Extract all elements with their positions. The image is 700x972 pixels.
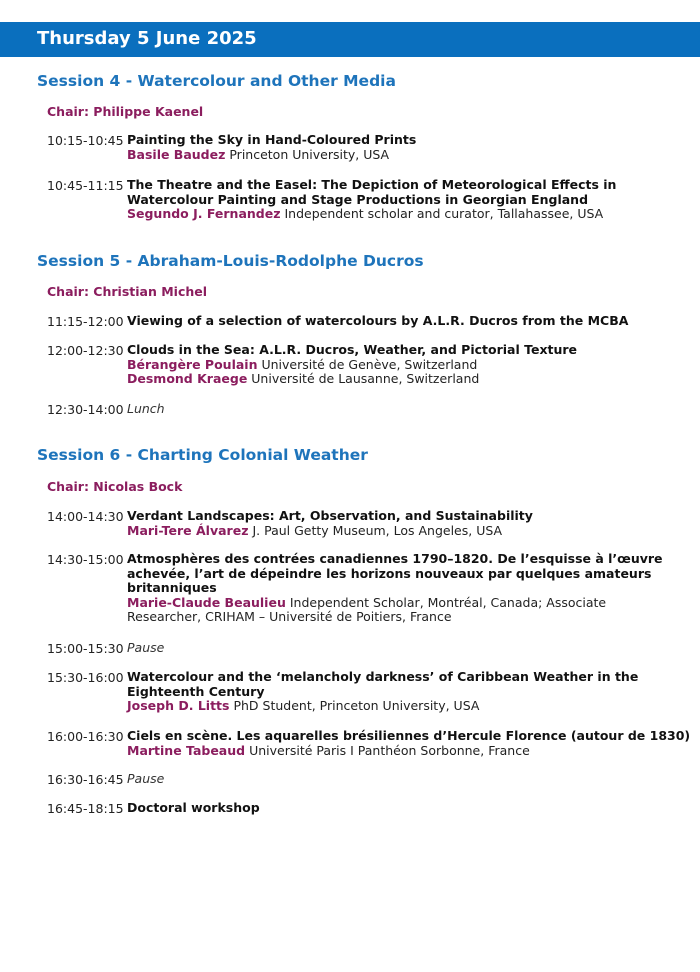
talk-title-line: Eighteenth Century [127,683,265,699]
talk-title: Clouds in the Sea: A.L.R. Ducros, Weather, and Pictorial Texture [127,342,578,357]
speaker-affiliation: Université Paris I Panthéon Sorbonne, France [249,742,530,758]
time-slot: 12:30-14:00 [47,402,124,417]
session-title: Session 5 - Abraham-Louis-Rodolphe Ducros [37,252,424,270]
talk-title-line: achevée, l’art de dépeindre les horizons nouveaux par quelques amateurs [127,565,652,581]
talk-title: Viewing of a selection of watercolours by A.L.R. Ducros from the MCBA [127,313,629,328]
program-entry [127,343,672,387]
speaker-name: Martine Tabeaud [127,742,246,758]
speaker-name: Marie-Claude Beaulieu [127,594,286,610]
program-entry [127,133,672,162]
talk-title: Doctoral workshop [127,800,260,815]
speaker-affiliation: Independent Scholar, Montréal, Canada; Associate [289,594,607,610]
talk-title-line: Watercolour Painting and Stage Productions in Georgian England [127,191,589,207]
time-slot: 14:00-14:30 [47,509,124,524]
program-entry [127,552,672,625]
talk-title-line: Watercolour and the ‘melancholy darkness’ of Caribbean Weather in the [127,669,639,684]
day-header-bar [0,22,700,57]
talk-title-line: britanniques [127,580,217,595]
time-slot: 16:45-18:15 [47,801,124,816]
speaker-affiliation: J. Paul Getty Museum, Los Angeles, USA [252,522,503,538]
program-entry [127,509,672,538]
program-entry [127,772,672,787]
speaker-name: Basile Baudez [127,146,226,162]
program-entry [127,728,691,758]
session-chair: Chair: Philippe Kaenel [47,104,204,119]
break-note: Pause [127,771,165,786]
program-entry [127,314,672,329]
time-slot: 10:15-10:45 [47,133,124,148]
speaker-affiliation: Université de Genève, Switzerland [261,356,478,372]
speaker-affiliation: Researcher, CRIHAM – Université de Poitiers, France [127,609,452,624]
session-chair: Chair: Christian Michel [47,284,208,299]
talk-title: Verdant Landscapes: Art, Observation, and Sustainability [127,508,533,523]
break-note: Pause [127,640,165,655]
time-slot: 12:00-12:30 [47,343,124,358]
program-entry [127,178,672,222]
speaker-name: Segundo J. Fernandez [127,206,281,221]
speaker-name: Mari-Tere Álvarez [127,522,249,538]
time-slot: 15:30-16:00 [47,670,124,685]
talk-title: Ciels en scène. Les aquarelles brésiliennes d’Hercule Florence (autour de 1830) [127,728,691,743]
program-entry [127,670,672,714]
talk-title: Painting the Sky in Hand-Coloured Prints [127,132,417,147]
session-chair: Chair: Nicolas Bock [47,479,183,494]
time-slot: 11:15-12:00 [47,314,124,329]
speaker-name: Bérangère Poulain [127,356,258,372]
time-slot: 14:30-15:00 [47,552,124,567]
time-slot: 16:30-16:45 [47,772,124,787]
speaker-name: Joseph D. Litts [127,698,230,713]
program-entry [127,801,672,816]
session-title: Session 4 - Watercolour and Other Media [37,72,396,90]
speaker-name: Desmond Kraege [127,371,248,386]
talk-title-line: The Theatre and the Easel: The Depiction of Meteorological Effects in [127,177,617,192]
talk-title-line: Atmosphères des contrées canadiennes 1790–1820. De l’esquisse à l’œuvre [127,551,663,566]
session-title: Session 6 - Charting Colonial Weather [37,446,368,464]
break-note: Lunch [127,401,165,416]
time-slot: 10:45-11:15 [47,178,124,193]
day-title: Thursday 5 June 2025 [37,28,257,49]
speaker-affiliation: Université de Lausanne, Switzerland [251,371,480,386]
speaker-affiliation: PhD Student, Princeton University, USA [233,698,480,713]
speaker-affiliation: Independent scholar and curator, Tallahassee, USA [284,206,604,221]
time-slot: 16:00-16:30 [47,729,124,744]
program-entry [127,402,672,417]
speaker-affiliation: Princeton University, USA [229,146,390,162]
program-entry [127,641,672,656]
time-slot: 15:00-15:30 [47,641,124,656]
